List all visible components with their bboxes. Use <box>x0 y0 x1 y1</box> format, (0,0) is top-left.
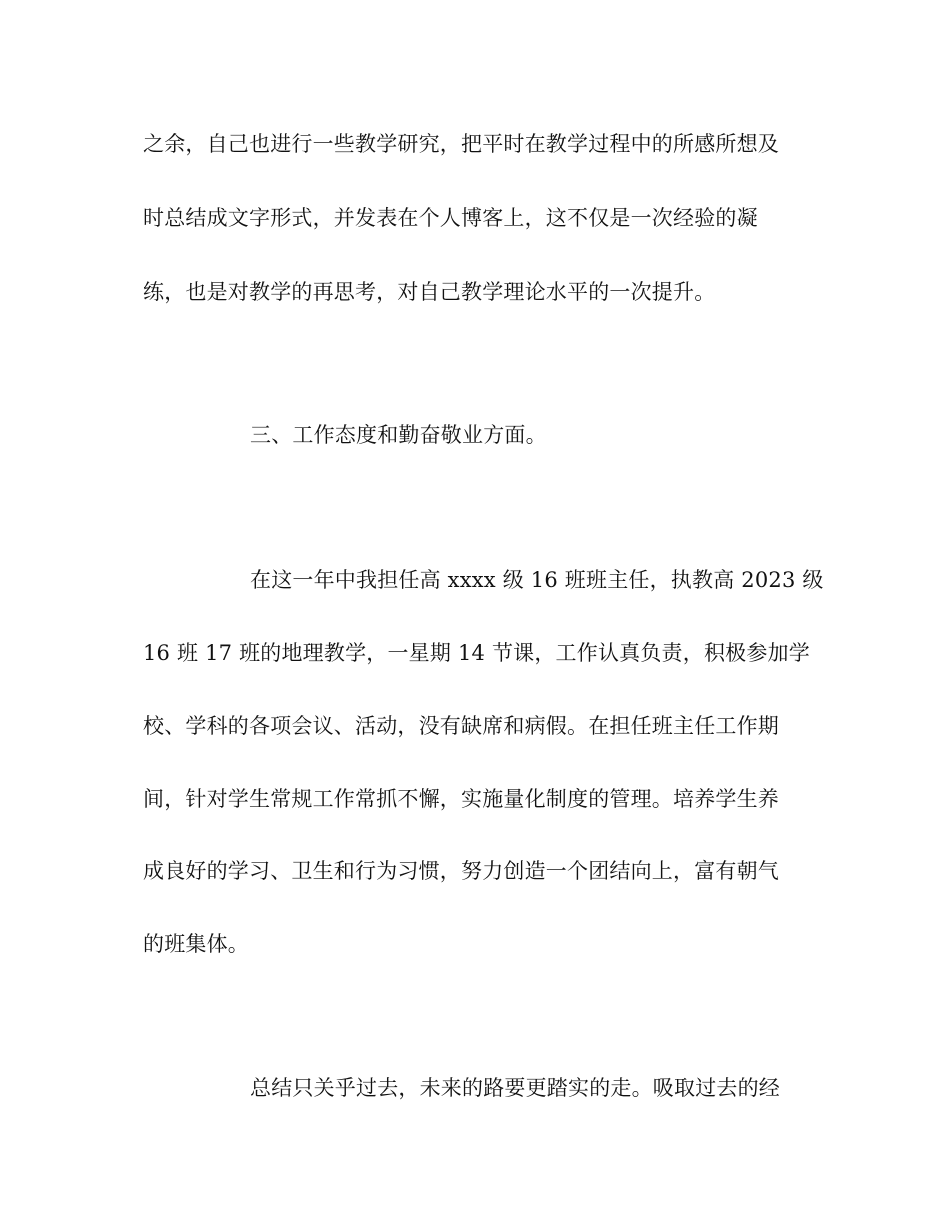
paragraph-1-line-3: 练，也是对教学的再思考，对自己教学理论水平的一次提升。 <box>143 280 716 304</box>
paragraph-2-line-2: 16 班 17 班的地理教学，一星期 14 节课，工作认真负责，积极参加学 <box>143 641 810 665</box>
paragraph-2-line-3: 校、学科的各项会议、活动，没有缺席和病假。在担任班主任工作期 <box>143 714 779 738</box>
paragraph-2-line-4: 间，针对学生常规工作常抓不懈，实施量化制度的管理。培养学生养 <box>143 787 779 811</box>
paragraph-1-line-1: 之余，自己也进行一些教学研究，把平时在教学过程中的所感所想及 <box>143 132 779 156</box>
paragraph-2-line-6: 的班集体。 <box>143 932 249 956</box>
paragraph-2-line-5: 成良好的学习、卫生和行为习惯，努力创造一个团结向上，富有朝气 <box>143 859 779 883</box>
paragraph-3-line-1: 总结只关乎过去，未来的路要更踏实的走。吸取过去的经 <box>250 1076 780 1100</box>
section-heading: 三、工作态度和勤奋敬业方面。 <box>250 423 547 447</box>
paragraph-2-line-1: 在这一年中我担任高 xxxx 级 16 班班主任，执教高 2023 级 <box>250 568 824 592</box>
paragraph-1-line-2: 时总结成文字形式，并发表在个人博客上，这不仅是一次经验的凝 <box>143 206 758 230</box>
